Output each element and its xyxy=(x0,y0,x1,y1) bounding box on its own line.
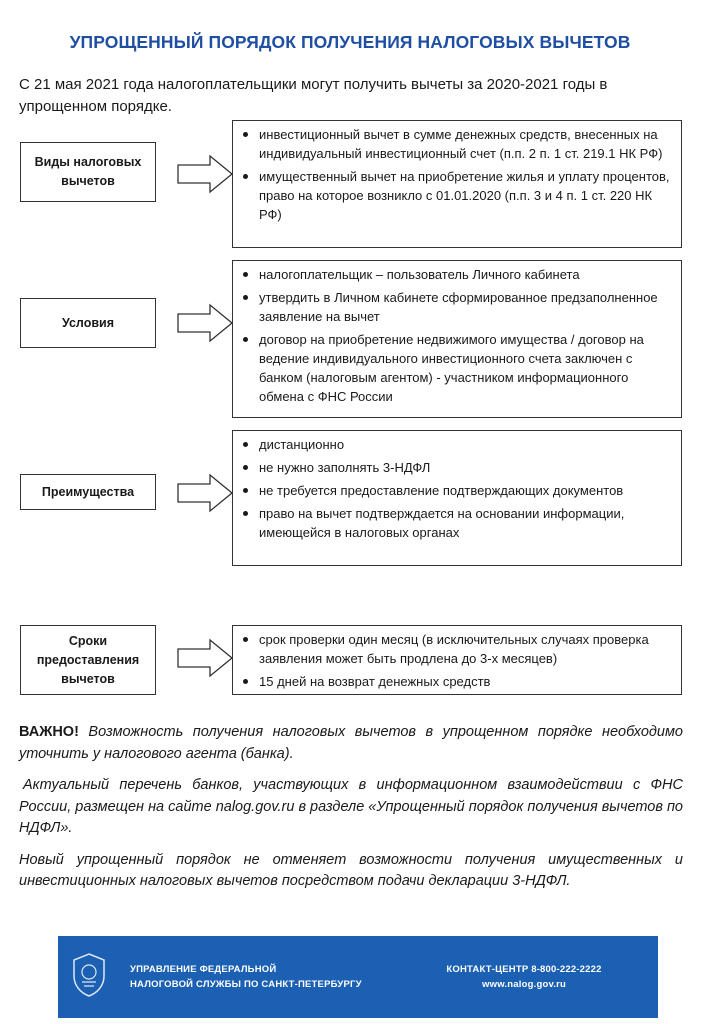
section-label-terms: Сроки предоставления вычетов xyxy=(20,625,156,695)
arrow-right-icon xyxy=(176,473,234,513)
list-item: не нужно заполнять 3-НДФЛ xyxy=(241,458,673,477)
section-label-deduction-types: Виды налоговых вычетов xyxy=(20,142,156,202)
section-label-advantages: Преимущества xyxy=(20,474,156,510)
list-item: не требуется предоставление подтверждающих документов xyxy=(241,481,673,500)
footer-org-line1: УПРАВЛЕНИЕ ФЕДЕРАЛЬНОЙ xyxy=(130,964,277,975)
list-item: договор на приобретение недвижимого имущества / договор на ведение индивидуального инвестиционного счета заключен с банком (налоговым агентом) - участником информационного обмена с ФНС России xyxy=(241,330,673,406)
arrow-right-icon xyxy=(176,303,234,343)
arrow-right-icon xyxy=(176,638,234,678)
list-item: инвестиционный вычет в сумме денежных средств, внесенных на индивидуальный инвестиционный счет (п.п. 2 п. 1 ст. 219.1 НК РФ) xyxy=(241,125,673,163)
arrow-right-icon xyxy=(176,154,234,194)
list-item: 15 дней на возврат денежных средств xyxy=(241,672,673,691)
footer-website-link[interactable]: www.nalog.gov.ru xyxy=(482,979,566,990)
page-title: УПРОЩЕННЫЙ ПОРЯДОК ПОЛУЧЕНИЯ НАЛОГОВЫХ ВЫЧЕТОВ xyxy=(69,32,631,52)
footer-organization xyxy=(130,962,362,992)
intro-text: С 21 мая 2021 года налогоплательщики могут получить вычеты за 2020-2021 годы в упрощенном порядке. xyxy=(19,76,608,115)
section-content-conditions xyxy=(232,260,682,418)
notes-block xyxy=(19,722,683,903)
fns-emblem-icon xyxy=(70,952,108,998)
list-item: имущественный вычет на приобретение жилья и уплату процентов, право на которое возникло с 01.01.2020 (п.п. 3 и 4 п. 1 ст. 220 НК РФ) xyxy=(241,167,673,224)
important-text: Возможность получения налоговых вычетов в упрощенном порядке необходимо уточнить у налогового агента (банка). xyxy=(19,724,683,762)
footer-banner xyxy=(58,936,658,1018)
footer-org-line2: НАЛОГОВОЙ СЛУЖБЫ ПО САНКТ-ПЕТЕРБУРГУ xyxy=(130,979,362,990)
list-item: дистанционно xyxy=(241,435,673,454)
footer-contact-center: КОНТАКТ-ЦЕНТР 8-800-222-2222 xyxy=(446,964,602,975)
section-content-advantages xyxy=(232,430,682,566)
list-item: право на вычет подтверждается на основании информации, имеющейся в налоговых органах xyxy=(241,504,673,542)
list-item: срок проверки один месяц (в исключительных случаях проверка заявления может быть продлена до 3-х месяцев) xyxy=(241,630,673,668)
list-item: налогоплательщик – пользователь Личного кабинета xyxy=(241,265,673,284)
list-item: утвердить в Личном кабинете сформированное предзаполненное заявление на вычет xyxy=(241,288,673,326)
banks-note: Актуальный перечень банков, участвующих в информационном взаимодействии с ФНС России, размещен на сайте nalog.gov.ru в разделе «Упрощенный порядок получения вычетов по НДФЛ». xyxy=(19,777,683,836)
footer-contact xyxy=(424,962,624,992)
new-order-note: Новый упрощенный порядок не отменяет возможности получения имущественных и инвестиционных налоговых вычетов посредством подачи декларации 3-НДФЛ. xyxy=(19,851,683,889)
section-content-terms xyxy=(232,625,682,695)
important-note xyxy=(19,722,683,765)
section-label-conditions: Условия xyxy=(20,298,156,348)
section-content-deduction-types xyxy=(232,120,682,248)
important-label: ВАЖНО! xyxy=(19,724,79,740)
